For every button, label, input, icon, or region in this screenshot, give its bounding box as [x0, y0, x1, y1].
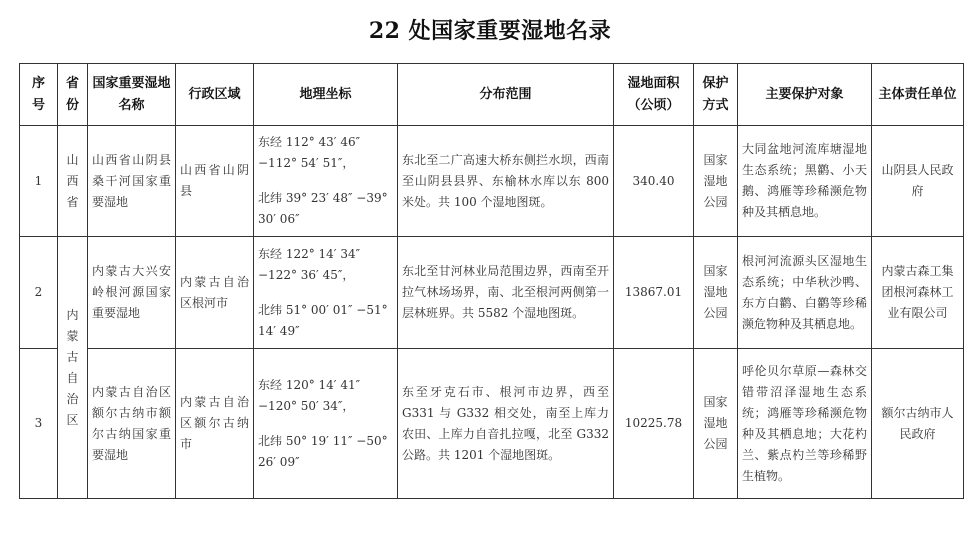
wetland-table: [19, 63, 964, 499]
cell-seq: 1: [20, 126, 58, 237]
header-province: 省份: [58, 64, 88, 126]
cell-unit: 山阴县人民政府: [872, 126, 964, 237]
page-title: 22 处国家重要湿地名录: [368, 18, 612, 44]
header-area: 湿地面积（公顷）: [614, 64, 694, 126]
table-row: [20, 126, 964, 237]
cell-name: 山西省山阴县桑干河国家重要湿地: [88, 126, 176, 237]
cell-range: 东北至甘河林业局范围边界，西南至开拉气林场场界，南、北至根河两侧第一层林班界。共 5582 个湿地图斑。: [398, 237, 614, 349]
cell-range: 东至牙克石市、根河市边界，西至 G331 与 G332 相交处，南至上库力农田、上库力自音扎拉嘎，北至 G332 公路。共 1201 个湿地图斑。: [398, 349, 614, 499]
header-range: 分布范围: [398, 64, 614, 126]
cell-area: 13867.01: [614, 237, 694, 349]
cell-targets: 根河河流源头区湿地生态系统；中华秋沙鸭、东方白鹳、白鹳等珍稀濒危物种及其栖息地。: [738, 237, 872, 349]
cell-method: 国家湿地公园: [694, 237, 738, 349]
cell-coords: [254, 126, 398, 237]
table-row: [20, 349, 964, 499]
cell-method: 国家湿地公园: [694, 126, 738, 237]
header-method: 保护方式: [694, 64, 738, 126]
header-targets: 主要保护对象: [738, 64, 872, 126]
cell-unit: 内蒙古森工集团根河森林工业有限公司: [872, 237, 964, 349]
cell-targets: 呼伦贝尔草原—森林交错带沼泽湿地生态系统；鸿雁等珍稀濒危物种及其栖息地；大花杓兰、紫点杓兰等珍稀野生植物。: [738, 349, 872, 499]
coord-latitude: 北纬 51° 00′ 01″ −51° 14′ 49″: [258, 302, 388, 338]
cell-admin: 山西省山阴县: [176, 126, 254, 237]
cell-name: 内蒙古大兴安岭根河源国家重要湿地: [88, 237, 176, 349]
table-row: [20, 237, 964, 349]
cell-province: 内蒙古自治区: [58, 237, 88, 499]
cell-admin: 内蒙古自治区根河市: [176, 237, 254, 349]
cell-targets: 大同盆地河流库塘湿地生态系统；黑鹳、小天鹅、鸿雁等珍稀濒危物种及其栖息地。: [738, 126, 872, 237]
cell-range: 东北至二广高速大桥东侧拦水坝，西南至山阴县县界、东榆林水库以东 800 米处。共 100 个湿地图斑。: [398, 126, 614, 237]
coord-longitude: 东经 122° 14′ 34″ −122° 36′ 45″，: [258, 246, 361, 282]
cell-seq: 2: [20, 237, 58, 349]
coord-latitude: 北纬 50° 19′ 11″ −50° 26′ 09″: [258, 433, 388, 469]
cell-unit: 额尔古纳市人民政府: [872, 349, 964, 499]
header-unit: 主体责任单位: [872, 64, 964, 126]
header-seq: 序号: [20, 64, 58, 126]
cell-method: 国家湿地公园: [694, 349, 738, 499]
cell-area: 340.40: [614, 126, 694, 237]
cell-seq: 3: [20, 349, 58, 499]
table-header-row: [20, 64, 964, 126]
header-admin: 行政区域: [176, 64, 254, 126]
coord-latitude: 北纬 39° 23′ 48″ −39° 30′ 06″: [258, 191, 388, 226]
header-coords: 地理坐标: [254, 64, 398, 126]
cell-area: 10225.78: [614, 349, 694, 499]
coord-longitude: 东经 112° 43′ 46″ −112° 54′ 51″，: [258, 135, 361, 170]
coord-longitude: 东经 120° 14′ 41″ −120° 50′ 34″，: [258, 377, 361, 413]
header-name: 国家重要湿地名称: [88, 64, 176, 126]
cell-coords: [254, 349, 398, 499]
cell-admin: 内蒙古自治区额尔古纳市: [176, 349, 254, 499]
cell-province: 山西省: [58, 126, 88, 237]
cell-name: 内蒙古自治区额尔古纳市额尔古纳国家重要湿地: [88, 349, 176, 499]
cell-coords: [254, 237, 398, 349]
